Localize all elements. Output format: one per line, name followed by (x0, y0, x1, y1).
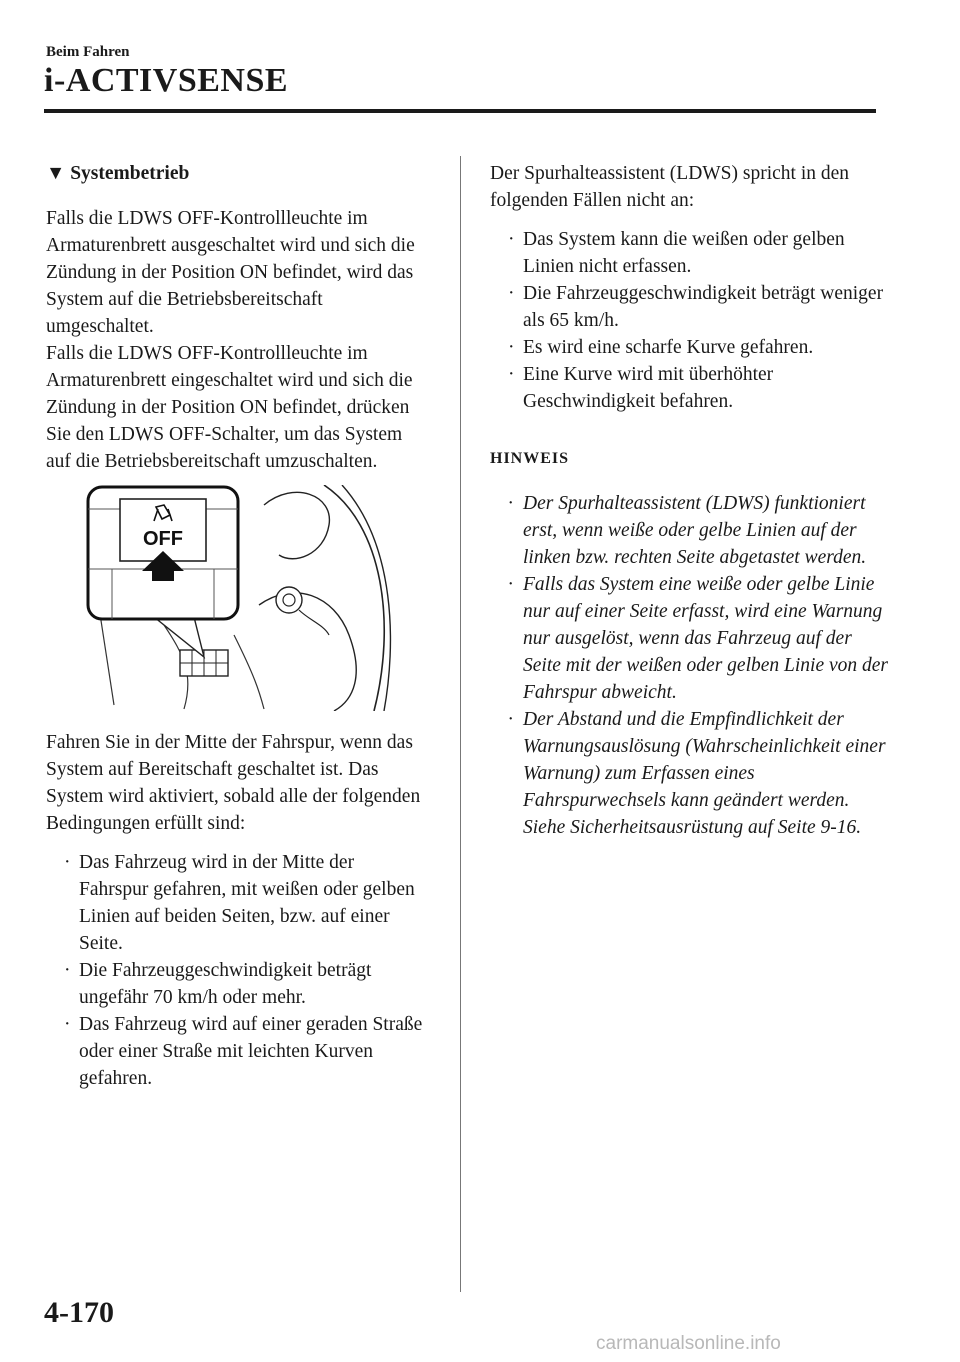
page-reference-link[interactable]: Siehe Sicherheitsausrüstung auf Seite 9-16. (523, 817, 862, 838)
triangle-down-icon: ▼ (46, 163, 66, 184)
list-item: · Das Fahrzeug wird auf einer geraden Straße oder einer Straße mit leichten Kurven gefahren. (62, 1011, 426, 1092)
left-column (46, 160, 426, 1092)
column-divider (460, 156, 461, 1292)
note-item: · Der Spurhalteassistent (LDWS) funktioniert erst, wenn weiße oder gelbe Linien auf der linken bzw. rechten Seite abgetastet werden. (506, 490, 890, 571)
ldws-off-switch-illustration (84, 485, 396, 711)
no-response-conditions (490, 226, 890, 415)
section-heading (46, 160, 426, 187)
list-item: · Das Fahrzeug wird in der Mitte der Fahrspur gefahren, mit weißen oder gelben Linien auf beiden Seiten, bzw. auf einer Seite. (62, 849, 426, 957)
note-list (490, 490, 890, 841)
list-item: · Es wird eine scharfe Kurve gefahren. (506, 334, 890, 361)
note-item: · Falls das System eine weiße oder gelbe Linie nur auf einer Seite erfasst, wird eine Warnung nur ausgelöst, wenn das Fahrzeug auf der Seite mit der weißen oder gelben Linie von der Fahrspur abweicht. (506, 571, 890, 706)
note-text: Der Abstand und die Empfindlichkeit der Warnungsauslösung (Wahrscheinlichkeit einer Warnung) zum Erfassen eines Fahrspurwechsels kann geändert werden. (523, 709, 886, 811)
section-label: Beim Fahren (46, 44, 130, 60)
right-column (490, 160, 890, 841)
section-heading-text: Systembetrieb (70, 163, 190, 184)
list-item: · Die Fahrzeuggeschwindigkeit beträgt weniger als 65 km/h. (506, 280, 890, 334)
paragraph-activation: Fahren Sie in der Mitte der Fahrspur, wenn das System auf Bereitschaft geschaltet ist. Das System wird aktiviert, sobald alle der folgenden Bedingungen erfüllt sind: (46, 732, 421, 834)
header-rule (44, 109, 876, 113)
note-item (506, 706, 890, 841)
paragraph-switch: Falls die LDWS OFF-Kontrollleuchte im Armaturenbrett eingeschaltet wird und sich die Zündung in der Position ON befindet, drücken Sie den LDWS OFF-Schalter, um das System auf die Betriebsbereitschaft umzuschalten. (46, 343, 413, 472)
list-item: · Eine Kurve wird mit überhöhter Geschwindigkeit befahren. (506, 361, 890, 415)
off-label: OFF (143, 528, 183, 550)
watermark: carmanualsonline.info (596, 1333, 781, 1354)
page-title: i-ACTIVSENSE (44, 62, 289, 99)
list-item: · Das System kann die weißen oder gelben Linien nicht erfassen. (506, 226, 890, 280)
note-heading: HINWEIS (490, 450, 570, 467)
list-item: · Die Fahrzeuggeschwindigkeit beträgt ungefähr 70 km/h oder mehr. (62, 957, 426, 1011)
paragraph-ready: Falls die LDWS OFF-Kontrollleuchte im Armaturenbrett ausgeschaltet wird und sich die Zündung in der Position ON befindet, wird das System auf die Betriebsbereitschaft umgeschaltet. (46, 208, 415, 337)
paragraph-no-response: Der Spurhalteassistent (LDWS) spricht in den folgenden Fällen nicht an: (490, 163, 850, 211)
activation-conditions (46, 849, 426, 1092)
page-number: 4-170 (44, 1296, 114, 1329)
